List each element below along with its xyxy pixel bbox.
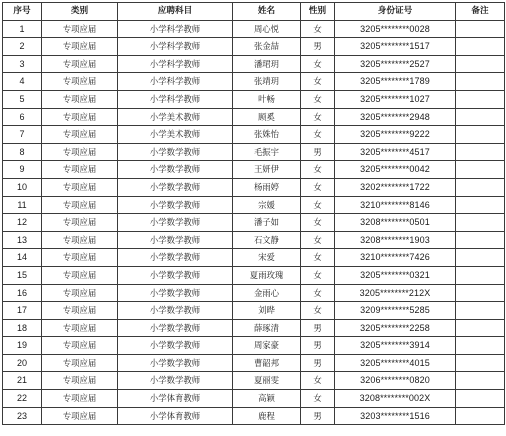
cell-category[interactable]: 专项应届 (42, 196, 118, 214)
table-body (3, 20, 505, 425)
cell-id-number[interactable]: 3205********9222 (335, 126, 456, 144)
cell-position[interactable]: 小学数学教师 (118, 231, 233, 249)
cell-name[interactable]: 石文静 (233, 231, 301, 249)
cell-name[interactable]: 顾奚 (233, 108, 301, 126)
table-row (3, 372, 505, 390)
table-row (3, 214, 505, 232)
cell-remark[interactable] (456, 90, 505, 108)
cell-index[interactable]: 9 (3, 161, 42, 179)
cell-category[interactable]: 专项应届 (42, 143, 118, 161)
cell-position[interactable]: 小学数学教师 (118, 319, 233, 337)
cell-category[interactable]: 专项应届 (42, 337, 118, 355)
cell-remark[interactable] (456, 231, 505, 249)
cell-id-number[interactable]: 3205********1789 (335, 73, 456, 91)
cell-position[interactable]: 小学数学教师 (118, 337, 233, 355)
cell-position[interactable]: 小学科学教师 (118, 73, 233, 91)
cell-remark[interactable] (456, 302, 505, 320)
cell-gender[interactable]: 女 (301, 126, 335, 144)
cell-id-number[interactable]: 3205********2527 (335, 55, 456, 73)
cell-id-number[interactable]: 3210********7426 (335, 249, 456, 267)
cell-remark[interactable] (456, 372, 505, 390)
cell-name[interactable]: 张姝怡 (233, 126, 301, 144)
cell-category[interactable]: 专项应届 (42, 108, 118, 126)
cell-index[interactable]: 6 (3, 108, 42, 126)
cell-name[interactable]: 周家豪 (233, 337, 301, 355)
table-row (3, 319, 505, 337)
cell-name[interactable]: 夏丽雯 (233, 372, 301, 390)
cell-remark[interactable] (456, 354, 505, 372)
cell-index[interactable]: 12 (3, 214, 42, 232)
table-row (3, 55, 505, 73)
cell-id-number[interactable]: 3205********0042 (335, 161, 456, 179)
header-name[interactable]: 姓名 (233, 3, 301, 21)
table-row (3, 38, 505, 56)
cell-remark[interactable] (456, 407, 505, 425)
cell-gender[interactable]: 女 (301, 390, 335, 408)
cell-category[interactable]: 专项应届 (42, 319, 118, 337)
cell-category[interactable]: 专项应届 (42, 38, 118, 56)
cell-index[interactable]: 23 (3, 407, 42, 425)
table-row (3, 337, 505, 355)
cell-remark[interactable] (456, 38, 505, 56)
cell-id-number[interactable]: 3202********1722 (335, 178, 456, 196)
cell-position[interactable]: 小学数学教师 (118, 161, 233, 179)
cell-gender[interactable]: 女 (301, 302, 335, 320)
cell-name[interactable]: 鹿程 (233, 407, 301, 425)
cell-position[interactable]: 小学科学教师 (118, 90, 233, 108)
cell-category[interactable]: 专项应届 (42, 390, 118, 408)
cell-gender[interactable]: 女 (301, 20, 335, 38)
cell-remark[interactable] (456, 126, 505, 144)
cell-gender[interactable]: 女 (301, 55, 335, 73)
table-row (3, 143, 505, 161)
cell-gender[interactable]: 男 (301, 407, 335, 425)
cell-gender[interactable]: 女 (301, 90, 335, 108)
cell-index[interactable]: 3 (3, 55, 42, 73)
cell-position[interactable]: 小学数学教师 (118, 372, 233, 390)
cell-gender[interactable]: 女 (301, 73, 335, 91)
cell-remark[interactable] (456, 266, 505, 284)
cell-gender[interactable]: 女 (301, 214, 335, 232)
cell-index[interactable]: 16 (3, 284, 42, 302)
cell-category[interactable]: 专项应届 (42, 249, 118, 267)
cell-gender[interactable]: 女 (301, 178, 335, 196)
cell-gender[interactable]: 男 (301, 319, 335, 337)
table-row (3, 178, 505, 196)
cell-category[interactable]: 专项应届 (42, 161, 118, 179)
cell-gender[interactable]: 男 (301, 143, 335, 161)
cell-position[interactable]: 小学体育教师 (118, 390, 233, 408)
cell-gender[interactable]: 女 (301, 161, 335, 179)
cell-category[interactable]: 专项应届 (42, 231, 118, 249)
cell-gender[interactable]: 女 (301, 196, 335, 214)
cell-remark[interactable] (456, 143, 505, 161)
cell-gender[interactable]: 女 (301, 284, 335, 302)
cell-name[interactable]: 高颖 (233, 390, 301, 408)
table-row (3, 302, 505, 320)
table-row (3, 196, 505, 214)
cell-id-number[interactable]: 3205********3914 (335, 337, 456, 355)
cell-name[interactable]: 金雨心 (233, 284, 301, 302)
cell-index[interactable]: 7 (3, 126, 42, 144)
cell-id-number[interactable]: 3209********5285 (335, 302, 456, 320)
cell-category[interactable]: 专项应届 (42, 214, 118, 232)
cell-id-number[interactable]: 3205********4015 (335, 354, 456, 372)
cell-gender[interactable]: 女 (301, 108, 335, 126)
cell-position[interactable]: 小学科学教师 (118, 38, 233, 56)
cell-index[interactable]: 4 (3, 73, 42, 91)
cell-remark[interactable] (456, 196, 505, 214)
cell-name[interactable]: 薛琢清 (233, 319, 301, 337)
cell-category[interactable]: 专项应届 (42, 407, 118, 425)
cell-index[interactable]: 22 (3, 390, 42, 408)
cell-gender[interactable]: 女 (301, 231, 335, 249)
cell-name[interactable]: 夏雨玫瑰 (233, 266, 301, 284)
cell-remark[interactable] (456, 55, 505, 73)
cell-position[interactable]: 小学数学教师 (118, 214, 233, 232)
cell-category[interactable]: 专项应届 (42, 354, 118, 372)
cell-category[interactable]: 专项应届 (42, 73, 118, 91)
cell-name[interactable]: 毛振宇 (233, 143, 301, 161)
cell-category[interactable]: 专项应届 (42, 372, 118, 390)
cell-position[interactable]: 小学美术教师 (118, 108, 233, 126)
table-row (3, 354, 505, 372)
cell-gender[interactable]: 女 (301, 372, 335, 390)
table-row (3, 390, 505, 408)
header-id-number[interactable]: 身份证号 (335, 3, 456, 21)
cell-id-number[interactable]: 3205********0028 (335, 20, 456, 38)
cell-name[interactable]: 杨雨婷 (233, 178, 301, 196)
cell-position[interactable]: 小学体育教师 (118, 407, 233, 425)
table-row (3, 20, 505, 38)
cell-name[interactable]: 潘子如 (233, 214, 301, 232)
cell-index[interactable]: 11 (3, 196, 42, 214)
cell-gender[interactable]: 男 (301, 354, 335, 372)
cell-gender[interactable]: 男 (301, 337, 335, 355)
cell-index[interactable]: 21 (3, 372, 42, 390)
table-row (3, 126, 505, 144)
cell-remark[interactable] (456, 337, 505, 355)
cell-category[interactable]: 专项应届 (42, 20, 118, 38)
cell-position[interactable]: 小学数学教师 (118, 266, 233, 284)
cell-name[interactable]: 潘珺玥 (233, 55, 301, 73)
table-row (3, 249, 505, 267)
cell-category[interactable]: 专项应届 (42, 55, 118, 73)
cell-id-number[interactable]: 3205********1517 (335, 38, 456, 56)
cell-index[interactable]: 13 (3, 231, 42, 249)
cell-position[interactable]: 小学美术教师 (118, 126, 233, 144)
cell-category[interactable]: 专项应届 (42, 178, 118, 196)
cell-position[interactable]: 小学科学教师 (118, 20, 233, 38)
cell-name[interactable]: 张金喆 (233, 38, 301, 56)
cell-remark[interactable] (456, 178, 505, 196)
header-position[interactable]: 应聘科目 (118, 3, 233, 21)
cell-position[interactable]: 小学数学教师 (118, 249, 233, 267)
cell-gender[interactable]: 女 (301, 249, 335, 267)
cell-id-number[interactable]: 3205********0321 (335, 266, 456, 284)
cell-name[interactable]: 叶畅 (233, 90, 301, 108)
cell-index[interactable]: 18 (3, 319, 42, 337)
cell-id-number[interactable]: 3205********4517 (335, 143, 456, 161)
cell-position[interactable]: 小学数学教师 (118, 284, 233, 302)
cell-index[interactable]: 14 (3, 249, 42, 267)
cell-id-number[interactable]: 3205********1027 (335, 90, 456, 108)
cell-gender[interactable]: 男 (301, 38, 335, 56)
cell-index[interactable]: 5 (3, 90, 42, 108)
header-index[interactable]: 序号 (3, 3, 42, 21)
cell-remark[interactable] (456, 108, 505, 126)
cell-id-number[interactable]: 3205********2258 (335, 319, 456, 337)
candidate-table (2, 2, 505, 425)
cell-remark[interactable] (456, 390, 505, 408)
cell-index[interactable]: 17 (3, 302, 42, 320)
cell-category[interactable]: 专项应届 (42, 284, 118, 302)
table-row (3, 266, 505, 284)
cell-gender[interactable]: 女 (301, 266, 335, 284)
cell-name[interactable]: 张靖玥 (233, 73, 301, 91)
cell-id-number[interactable]: 3208********002X (335, 390, 456, 408)
cell-remark[interactable] (456, 20, 505, 38)
cell-remark[interactable] (456, 284, 505, 302)
cell-category[interactable]: 专项应届 (42, 302, 118, 320)
cell-position[interactable]: 小学数学教师 (118, 178, 233, 196)
cell-id-number[interactable]: 3206********0820 (335, 372, 456, 390)
cell-position[interactable]: 小学数学教师 (118, 196, 233, 214)
cell-position[interactable]: 小学数学教师 (118, 354, 233, 372)
cell-name[interactable]: 曹韶邦 (233, 354, 301, 372)
cell-name[interactable]: 周心悦 (233, 20, 301, 38)
cell-name[interactable]: 王妍伊 (233, 161, 301, 179)
header-category[interactable]: 类别 (42, 3, 118, 21)
cell-remark[interactable] (456, 249, 505, 267)
table-row (3, 284, 505, 302)
cell-index[interactable]: 19 (3, 337, 42, 355)
cell-id-number[interactable]: 3205********2948 (335, 108, 456, 126)
table-row (3, 108, 505, 126)
cell-id-number[interactable]: 3205********212X (335, 284, 456, 302)
cell-name[interactable]: 宗媛 (233, 196, 301, 214)
header-remark[interactable]: 备注 (456, 3, 505, 21)
cell-id-number[interactable]: 3210********8146 (335, 196, 456, 214)
table-row (3, 407, 505, 425)
cell-id-number[interactable]: 3203********1516 (335, 407, 456, 425)
table-row (3, 161, 505, 179)
cell-index[interactable]: 20 (3, 354, 42, 372)
cell-position[interactable]: 小学数学教师 (118, 143, 233, 161)
table-row (3, 90, 505, 108)
cell-category[interactable]: 专项应届 (42, 90, 118, 108)
cell-remark[interactable] (456, 319, 505, 337)
cell-category[interactable]: 专项应届 (42, 266, 118, 284)
cell-category[interactable]: 专项应届 (42, 126, 118, 144)
cell-remark[interactable] (456, 161, 505, 179)
cell-position[interactable]: 小学科学教师 (118, 55, 233, 73)
header-row (3, 3, 505, 21)
cell-name[interactable]: 宋爱 (233, 249, 301, 267)
cell-remark[interactable] (456, 214, 505, 232)
cell-position[interactable]: 小学数学教师 (118, 302, 233, 320)
cell-index[interactable]: 15 (3, 266, 42, 284)
cell-index[interactable]: 2 (3, 38, 42, 56)
header-gender[interactable]: 性别 (301, 3, 335, 21)
cell-index[interactable]: 1 (3, 20, 42, 38)
table-row (3, 73, 505, 91)
cell-remark[interactable] (456, 73, 505, 91)
cell-id-number[interactable]: 3208********0501 (335, 214, 456, 232)
table-row (3, 231, 505, 249)
cell-index[interactable]: 10 (3, 178, 42, 196)
cell-index[interactable]: 8 (3, 143, 42, 161)
cell-name[interactable]: 刘晔 (233, 302, 301, 320)
cell-id-number[interactable]: 3208********1903 (335, 231, 456, 249)
